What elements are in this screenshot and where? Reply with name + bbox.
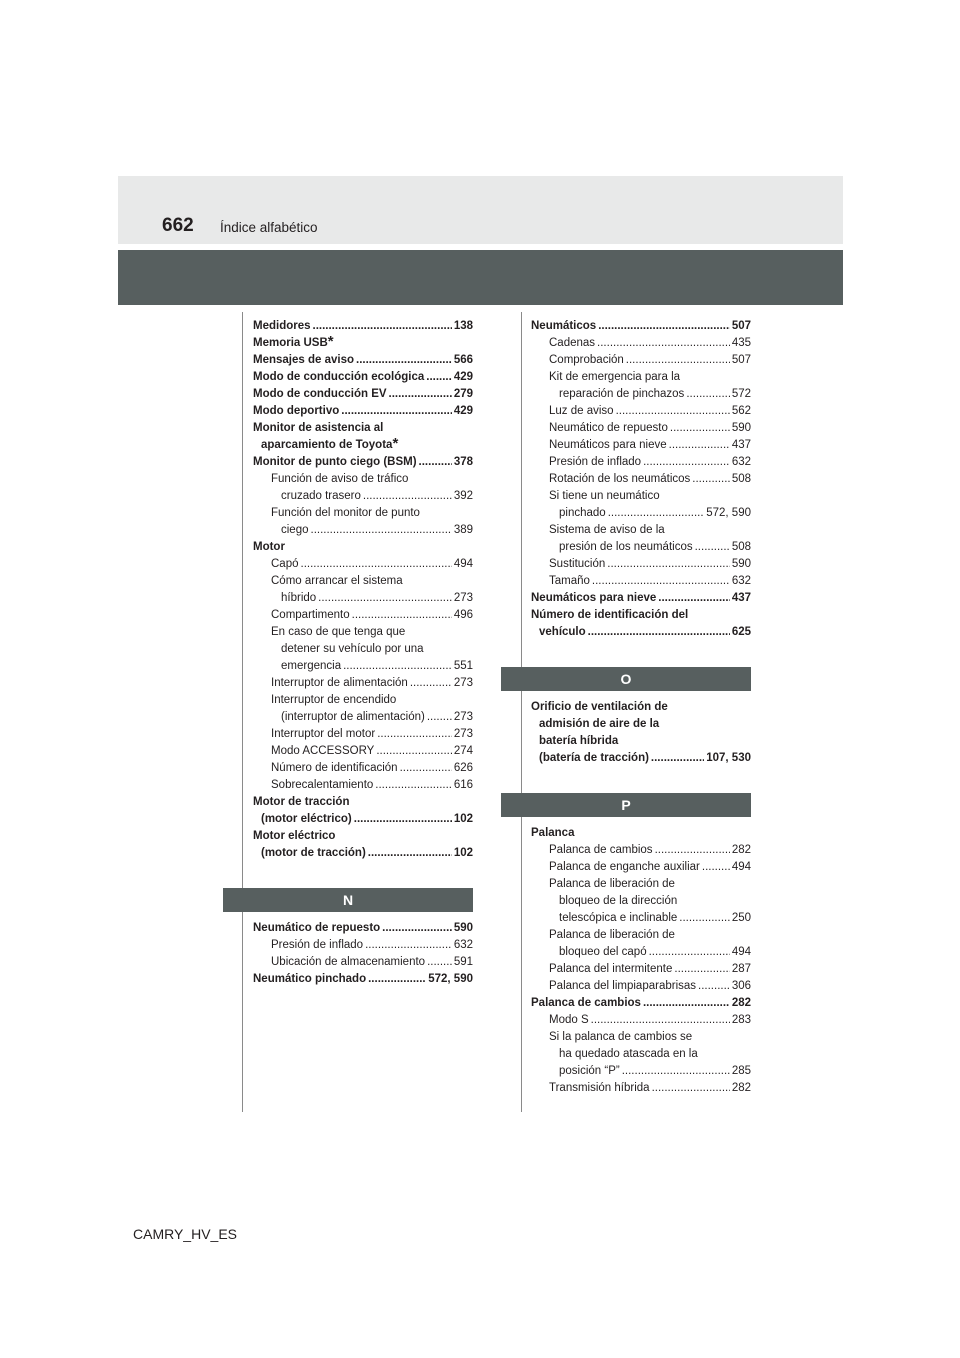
dot-leader bbox=[376, 743, 451, 760]
letter-section-header: O bbox=[501, 667, 751, 691]
entry-term: admisión de aire de la bbox=[539, 718, 660, 730]
page-reference: 437 bbox=[731, 592, 751, 604]
index-subentry bbox=[253, 743, 473, 760]
entry-term: bloqueo del capó bbox=[559, 946, 647, 958]
index-entry bbox=[531, 699, 751, 767]
entry-term: Motor de tracción bbox=[253, 796, 350, 808]
index-entry bbox=[531, 590, 751, 607]
index-entry bbox=[253, 386, 473, 403]
dot-leader bbox=[649, 944, 730, 961]
page-reference: 494 bbox=[453, 558, 473, 570]
letter-section-header: P bbox=[501, 793, 751, 817]
dot-leader bbox=[352, 607, 452, 624]
dot-leader bbox=[375, 777, 452, 794]
entry-term: (interruptor de alimentación) bbox=[281, 711, 425, 723]
index-subentry bbox=[253, 471, 473, 505]
dot-leader bbox=[419, 454, 452, 471]
entry-term: cruzado trasero bbox=[281, 490, 361, 502]
index-subentry bbox=[531, 488, 751, 522]
dot-leader bbox=[655, 842, 730, 859]
entry-term: Palanca de enganche auxiliar bbox=[549, 861, 700, 873]
index-subentry bbox=[531, 961, 751, 978]
index-subentry bbox=[531, 420, 751, 437]
dot-leader bbox=[365, 937, 452, 954]
entry-term: Tamaño bbox=[549, 575, 590, 587]
entry-term: Modo de conducción EV bbox=[253, 388, 387, 400]
entry-term: Neumático de repuesto bbox=[253, 922, 381, 934]
page-reference: 282 bbox=[731, 844, 751, 856]
entry-term: Palanca del intermitente bbox=[549, 963, 673, 975]
index-entry bbox=[531, 318, 751, 335]
entry-term: Capó bbox=[271, 558, 299, 570]
index-subentry bbox=[531, 471, 751, 488]
index-entry bbox=[531, 825, 751, 842]
entry-term: bloqueo de la dirección bbox=[559, 895, 678, 907]
entry-term: (motor de tracción) bbox=[261, 847, 366, 859]
entry-term: Motor eléctrico bbox=[253, 830, 336, 842]
page-reference: 392 bbox=[453, 490, 473, 502]
page-reference: 282 bbox=[731, 997, 751, 1009]
dot-leader bbox=[616, 403, 730, 420]
index-column-right bbox=[531, 318, 751, 1097]
page-reference: 494 bbox=[731, 946, 751, 958]
entry-term: En caso de que tenga que bbox=[271, 626, 406, 638]
entry-term: vehículo bbox=[539, 626, 586, 638]
entry-term: Función del monitor de punto bbox=[271, 507, 420, 519]
entry-term: Transmisión híbrida bbox=[549, 1082, 650, 1094]
entry-term: Modo deportivo bbox=[253, 405, 340, 417]
dot-leader bbox=[389, 386, 452, 403]
entry-term: emergencia bbox=[281, 660, 342, 672]
page-reference: 572, 590 bbox=[706, 507, 751, 519]
page-reference: 508 bbox=[731, 473, 751, 485]
index-subentry bbox=[253, 692, 473, 726]
entry-term: Modo S bbox=[549, 1014, 589, 1026]
entry-term: Neumáticos bbox=[531, 320, 597, 332]
page-reference: 507 bbox=[731, 354, 751, 366]
page-reference: 273 bbox=[453, 677, 473, 689]
dot-leader bbox=[643, 454, 730, 471]
entry-term: Sobrecalentamiento bbox=[271, 779, 374, 791]
page-reference: 273 bbox=[453, 728, 473, 740]
index-subentry bbox=[253, 675, 473, 692]
index-subentry bbox=[531, 573, 751, 590]
page-reference: 616 bbox=[453, 779, 473, 791]
dot-leader bbox=[652, 1080, 730, 1097]
dot-leader bbox=[686, 386, 730, 403]
page-reference: 572 bbox=[731, 388, 751, 400]
dot-leader bbox=[702, 859, 730, 876]
index-subentry bbox=[531, 403, 751, 420]
model-code: CAMRY_HV_ES bbox=[133, 1226, 238, 1242]
index-subentry bbox=[531, 369, 751, 403]
index-subentry bbox=[531, 454, 751, 471]
entry-term: híbrido bbox=[281, 592, 317, 604]
entry-term: Palanca de cambios bbox=[549, 844, 653, 856]
entry-term: Cadenas bbox=[549, 337, 596, 349]
dot-leader bbox=[608, 505, 705, 522]
index-entry bbox=[253, 828, 473, 862]
page-reference: 102 bbox=[453, 847, 473, 859]
dot-leader bbox=[356, 352, 452, 369]
index-subentry bbox=[531, 1080, 751, 1097]
page-reference: 591 bbox=[453, 956, 473, 968]
index-entry bbox=[253, 920, 473, 937]
page-reference: 107, 530 bbox=[706, 752, 751, 764]
entry-term: ha quedado atascada en la bbox=[559, 1048, 698, 1060]
page-reference: 274 bbox=[453, 745, 473, 757]
page-reference: 562 bbox=[731, 405, 751, 417]
entry-term: Interruptor de encendido bbox=[271, 694, 397, 706]
entry-term: Mensajes de aviso bbox=[253, 354, 354, 366]
page-reference: 273 bbox=[453, 592, 473, 604]
page-reference: 378 bbox=[453, 456, 473, 468]
dot-leader bbox=[354, 811, 452, 828]
column-rule-left bbox=[242, 312, 243, 1112]
page-reference: 279 bbox=[453, 388, 473, 400]
index-entry bbox=[253, 794, 473, 828]
dot-leader bbox=[679, 910, 730, 927]
page-reference: 508 bbox=[731, 541, 751, 553]
entry-term: Ubicación de almacenamiento bbox=[271, 956, 426, 968]
entry-term: Neumáticos para nieve bbox=[549, 439, 667, 451]
header-dark-bar bbox=[118, 250, 843, 305]
entry-term: Función de aviso de tráfico bbox=[271, 473, 409, 485]
page-reference: 138 bbox=[453, 320, 473, 332]
index-subentry bbox=[253, 954, 473, 971]
dot-leader bbox=[368, 971, 426, 988]
dot-leader bbox=[592, 573, 730, 590]
index-subentry bbox=[253, 937, 473, 954]
letter-section-header: N bbox=[223, 888, 473, 912]
entry-term: Palanca de liberación de bbox=[549, 878, 675, 890]
page-reference: 590 bbox=[731, 558, 751, 570]
entry-term: Rotación de los neumáticos bbox=[549, 473, 691, 485]
index-entry bbox=[531, 995, 751, 1012]
dot-leader bbox=[426, 369, 452, 386]
page-reference: 496 bbox=[453, 609, 473, 621]
index-entry bbox=[253, 352, 473, 369]
dot-leader bbox=[400, 760, 452, 777]
entry-term: Interruptor de alimentación bbox=[271, 677, 408, 689]
entry-term: Monitor de asistencia al bbox=[253, 422, 384, 434]
entry-term: Presión de inflado bbox=[549, 456, 642, 468]
entry-term: Palanca de cambios bbox=[531, 997, 641, 1009]
page-reference: 285 bbox=[731, 1065, 751, 1077]
page-reference: 389 bbox=[453, 524, 473, 536]
index-subentry bbox=[531, 859, 751, 876]
entry-term: (batería de tracción) bbox=[539, 752, 649, 764]
dot-leader bbox=[626, 352, 730, 369]
entry-term: Monitor de punto ciego (BSM) bbox=[253, 456, 417, 468]
dot-leader bbox=[651, 750, 704, 767]
page-reference: 507 bbox=[731, 320, 751, 332]
dot-leader bbox=[670, 420, 730, 437]
index-entry: Monitor de asistencia al aparcamiento de Toyota * bbox=[253, 422, 399, 452]
dot-leader bbox=[301, 556, 452, 573]
dot-leader bbox=[698, 978, 730, 995]
index-entry bbox=[253, 454, 473, 471]
entry-term: Palanca bbox=[531, 827, 575, 839]
index-subentry bbox=[253, 573, 473, 607]
dot-leader bbox=[382, 920, 452, 937]
index-subentry bbox=[253, 726, 473, 743]
dot-leader bbox=[597, 335, 730, 352]
entry-term: Medidores bbox=[253, 320, 311, 332]
index-subentry bbox=[253, 556, 473, 573]
entry-term: Si la palanca de cambios se bbox=[549, 1031, 693, 1043]
index-entry: Memoria USB * bbox=[253, 333, 334, 350]
dot-leader bbox=[692, 471, 730, 488]
index-subentry bbox=[531, 876, 751, 927]
dot-leader bbox=[674, 961, 729, 978]
entry-term: Modo ACCESSORY bbox=[271, 745, 375, 757]
index-subentry bbox=[253, 760, 473, 777]
dot-leader bbox=[377, 726, 452, 743]
entry-term: Si tiene un neumático bbox=[549, 490, 660, 502]
dot-leader bbox=[591, 1012, 730, 1029]
entry-term: Luz de aviso bbox=[549, 405, 614, 417]
page-reference: 632 bbox=[731, 456, 751, 468]
index-subentry bbox=[531, 437, 751, 454]
page-reference: 306 bbox=[731, 980, 751, 992]
dot-leader bbox=[341, 403, 452, 420]
entry-term: Modo de conducción ecológica bbox=[253, 371, 425, 383]
section-title: Índice alfabético bbox=[220, 220, 318, 235]
index-entry bbox=[253, 369, 473, 386]
dot-leader bbox=[658, 590, 730, 607]
page-reference: 273 bbox=[453, 711, 473, 723]
page-reference: 282 bbox=[731, 1082, 751, 1094]
index-entry bbox=[253, 971, 473, 988]
dot-leader bbox=[669, 437, 730, 454]
entry-term: Palanca de liberación de bbox=[549, 929, 675, 941]
page-reference: 625 bbox=[731, 626, 751, 638]
entry-term: telescópica e inclinable bbox=[559, 912, 678, 924]
column-rule-right bbox=[521, 312, 522, 1112]
entry-term: posición “P” bbox=[559, 1065, 620, 1077]
dot-leader bbox=[607, 556, 730, 573]
entry-term: batería híbrida bbox=[539, 735, 619, 747]
entry-term: Comprobación bbox=[549, 354, 624, 366]
page-reference: 590 bbox=[453, 922, 473, 934]
page-reference: 632 bbox=[731, 575, 751, 587]
index-subentry bbox=[253, 624, 473, 675]
page-reference: 429 bbox=[453, 371, 473, 383]
entry-term: pinchado bbox=[559, 507, 606, 519]
page-reference: 572, 590 bbox=[428, 973, 473, 985]
dot-leader bbox=[363, 488, 452, 505]
dot-leader bbox=[427, 709, 452, 726]
entry-term: Número de identificación bbox=[271, 762, 398, 774]
entry-term: detener su vehículo por una bbox=[281, 643, 424, 655]
entry-term: Orificio de ventilación de bbox=[531, 701, 668, 713]
page-reference: 494 bbox=[731, 861, 751, 873]
page-reference: 283 bbox=[731, 1014, 751, 1026]
dot-leader bbox=[343, 658, 452, 675]
index-entry bbox=[253, 318, 473, 335]
index-subentry bbox=[531, 927, 751, 961]
entry-term: Cómo arrancar el sistema bbox=[271, 575, 403, 587]
index-entry bbox=[253, 539, 473, 556]
index-subentry bbox=[531, 556, 751, 573]
dot-leader bbox=[598, 318, 730, 335]
index-subentry bbox=[531, 842, 751, 859]
index-subentry bbox=[253, 505, 473, 539]
dot-leader bbox=[311, 522, 452, 539]
dot-leader bbox=[410, 675, 452, 692]
entry-term: Sistema de aviso de la bbox=[549, 524, 665, 536]
dot-leader bbox=[643, 995, 730, 1012]
index-subentry bbox=[531, 978, 751, 995]
entry-term: Palanca del limpiaparabrisas bbox=[549, 980, 697, 992]
index-subentry bbox=[253, 777, 473, 794]
entry-term: Neumático de repuesto bbox=[549, 422, 668, 434]
entry-term: ciego bbox=[281, 524, 309, 536]
page-reference: 250 bbox=[731, 912, 751, 924]
index-subentry bbox=[531, 522, 751, 556]
index-subentry bbox=[531, 352, 751, 369]
page-reference: 566 bbox=[453, 354, 473, 366]
page-reference: 437 bbox=[731, 439, 751, 451]
dot-leader bbox=[368, 845, 452, 862]
index-subentry bbox=[531, 1029, 751, 1080]
entry-term: Sustitución bbox=[549, 558, 606, 570]
page-reference: 632 bbox=[453, 939, 473, 951]
entry-term: Neumáticos para nieve bbox=[531, 592, 657, 604]
dot-leader bbox=[427, 954, 452, 971]
index-entry bbox=[531, 607, 751, 641]
index-entry bbox=[253, 403, 473, 420]
entry-term: Compartimento bbox=[271, 609, 350, 621]
page-reference: 435 bbox=[731, 337, 751, 349]
entry-term: aparcamiento de Toyota bbox=[261, 439, 393, 451]
entry-term: Memoria USB bbox=[253, 337, 328, 349]
index-subentry bbox=[253, 607, 473, 624]
page-reference: 626 bbox=[453, 762, 473, 774]
dot-leader bbox=[695, 539, 730, 556]
page-number: 662 bbox=[162, 215, 194, 236]
page-reference: 429 bbox=[453, 405, 473, 417]
entry-term: Kit de emergencia para la bbox=[549, 371, 681, 383]
entry-term: (motor eléctrico) bbox=[261, 813, 352, 825]
dot-leader bbox=[318, 590, 452, 607]
page-reference: 102 bbox=[453, 813, 473, 825]
page-reference: 590 bbox=[731, 422, 751, 434]
entry-term: reparación de pinchazos bbox=[559, 388, 685, 400]
entry-term: Motor bbox=[253, 541, 285, 553]
index-subentry bbox=[531, 1012, 751, 1029]
dot-leader bbox=[588, 624, 730, 641]
entry-term: Neumático pinchado bbox=[253, 973, 367, 985]
entry-term: Presión de inflado bbox=[271, 939, 364, 951]
page-reference: 287 bbox=[731, 963, 751, 975]
index-subentry bbox=[531, 335, 751, 352]
entry-term: presión de los neumáticos bbox=[559, 541, 693, 553]
entry-term: Número de identificación del bbox=[531, 609, 689, 621]
page-reference: 551 bbox=[453, 660, 473, 672]
entry-term: Interruptor del motor bbox=[271, 728, 376, 740]
index-column-left bbox=[253, 318, 473, 988]
dot-leader bbox=[622, 1063, 730, 1080]
